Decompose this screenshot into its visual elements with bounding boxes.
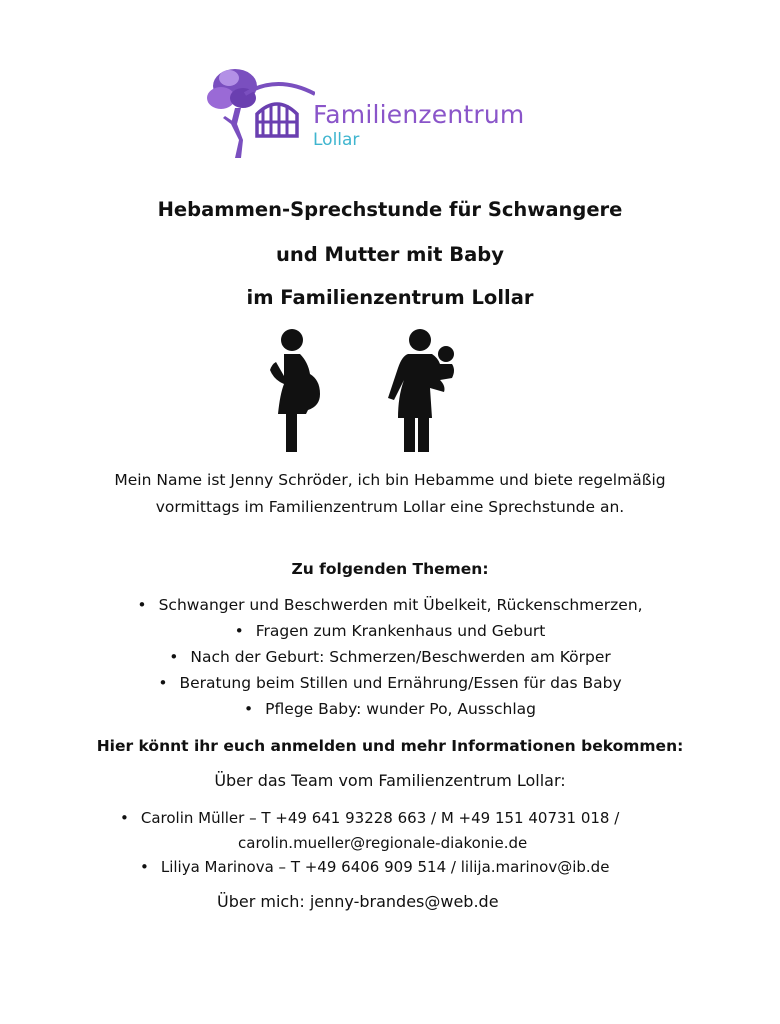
intro-line-2: vormittags im Familienzentrum Lollar eine Sprechstunde an. (155, 498, 625, 516)
contact-line: Liliya Marinova – T +49 6406 909 514 / lilija.marinov@ib.de (160, 858, 610, 876)
topic-item-text: Beratung beim Stillen und Ernährung/Essen für das Baby (179, 674, 622, 692)
pregnant-woman-icon (262, 328, 332, 452)
topic-item (0, 622, 780, 640)
familienzentrum-logo (205, 64, 545, 164)
topic-item (0, 596, 780, 614)
intro-line-1: Mein Name ist Jenny Schröder, ich bin Hebamme und biete regelmäßig (114, 471, 666, 489)
bullet-icon: • (169, 648, 179, 666)
topic-item (0, 674, 780, 692)
topic-item (0, 648, 780, 666)
headline-line-1: Hebammen-Sprechstunde für Schwangere (157, 198, 623, 221)
team-line: Über das Team vom Familienzentrum Lollar: (214, 771, 566, 790)
topic-item-text: Nach der Geburt: Schmerzen/Beschwerden am Körper (190, 648, 611, 666)
topic-item-text: Schwanger und Beschwerden mit Übelkeit, Rückenschmerzen, (158, 596, 643, 614)
topic-item-text: Fragen zum Krankenhaus und Geburt (255, 622, 546, 640)
mother-with-baby-icon (386, 328, 466, 452)
logo-place: Lollar (313, 130, 360, 150)
logo-name: Familienzentrum (313, 100, 525, 129)
pictogram-row (262, 328, 462, 452)
contact-item (120, 809, 619, 827)
tree-house-logo-icon (205, 64, 315, 164)
topic-item-text: Pflege Baby: wunder Po, Ausschlag (265, 700, 536, 718)
contact-line: Carolin Müller – T +49 641 93228 663 / M +49 151 40731 018 / (140, 809, 620, 827)
bullet-icon: • (158, 674, 168, 692)
contact-item (140, 858, 609, 876)
own-contact-line: Über mich: jenny-brandes@web.de (217, 892, 499, 911)
topic-item (0, 700, 780, 718)
registration-title: Hier könnt ihr euch anmelden und mehr Informationen bekommen: (96, 737, 684, 755)
bullet-icon: • (120, 809, 129, 827)
headline-line-3: im Familienzentrum Lollar (246, 286, 534, 309)
topics-title: Zu folgenden Themen: (291, 560, 489, 578)
contact-email: carolin.mueller@regionale-diakonie.de (238, 834, 528, 852)
headline-line-2: und Mutter mit Baby (276, 243, 504, 266)
bullet-icon: • (234, 622, 244, 640)
bullet-icon: • (244, 700, 254, 718)
bullet-icon: • (137, 596, 147, 614)
bullet-icon: • (140, 858, 149, 876)
